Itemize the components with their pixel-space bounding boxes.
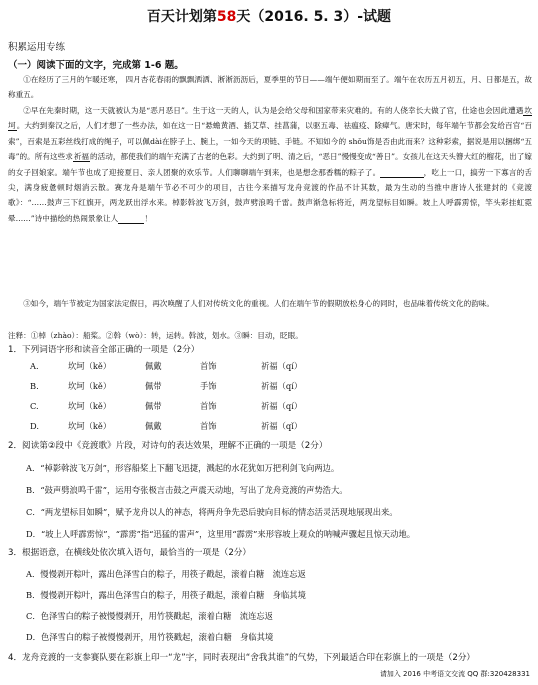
- question-3-option-a: A．慢慢剥开粽叶，露出色泽雪白的粽子，用筷子戳起，滚着白糖 流连忘返: [26, 569, 306, 579]
- option-cell: 佩带: [145, 401, 162, 411]
- pinyin: dài: [150, 136, 162, 146]
- question-3-option-d: D．色泽雪白的粽子被慢慢剥开，用竹筷戳起，滚着白糖 身临其境: [26, 632, 274, 642]
- page-title: [0, 6, 538, 26]
- option-cell: A.: [30, 361, 39, 371]
- question-2-stem: 2．阅读第②段中《竞渡歌》片段，对诗句的表达效果，理解不正确的一项是（2分）: [8, 441, 328, 451]
- option-cell: 佩戴: [145, 421, 162, 431]
- option-cell: 首饰: [200, 401, 217, 411]
- option-cell: D.: [30, 421, 39, 431]
- option-cell: 坎坷（kě）: [68, 421, 112, 431]
- underlined-word: 坎坷: [8, 106, 532, 131]
- question-2-option-b: B．“鼓声劈浪鸣千雷”，运用夸张极言击鼓之声震天动地，写出了龙舟竞渡的声势浩大。: [26, 485, 348, 495]
- footer-qq-group: 请加入 2016 中考语文交流 QQ 群:320428331: [379, 670, 530, 678]
- p2-text: ，吃上一口，搞劳一下寡言的舌尖，满身疲惫顿时烟消云散。赛龙舟是端午节必不可少的项目，古往今来描写龙舟竞渡的作品不计其数，最为生动的当推中唐诗人张建封的《竞渡歌》：“……鼓声三下红旗开，两龙跃出浮水来。棹: [8, 167, 532, 208]
- underlined-word: 祈福: [73, 152, 90, 162]
- p2-text: ！: [144, 213, 152, 223]
- question-2-option-c: C．“两龙望标目如瞬”，赋予龙舟以人的神态，将两舟争先恐后驶向目标的情态活灵活现地展现出来。: [26, 507, 398, 517]
- question-3-stem: 3．根据语意，在横线处依次填入语句，最恰当的一项是（2分）: [8, 548, 251, 558]
- title-prefix: 百天计划第: [146, 9, 217, 25]
- p2-text: 影斡: [180, 198, 196, 208]
- pinyin: shǒu: [348, 136, 367, 146]
- passage-paragraph-3: ③如今，端午节被定为国家法定假日，再次唤醒了人们对传统文化的重视。人们在端午节的假期放松身心的同时，也品味着传统文化的韵味。: [23, 299, 494, 308]
- fill-blank-1: [380, 168, 423, 178]
- subsection-heading: （一）阅读下面的文字，完成第 1-6 题。: [8, 60, 184, 71]
- option-cell: 祈福（qí）: [261, 401, 303, 411]
- option-cell: 坎坷（kě）: [68, 361, 112, 371]
- p2-text: 。坡上人呼霹雳惊，竿头彩挂虹霓晕……”诗中描绘的热闹景象让人: [8, 198, 532, 223]
- question-4-stem: 4．龙舟竞渡的一支参赛队要在彩旗上印一“龙”字，同时表现出“舍我其谁”的气势，下列最适合印在彩旗上的一项是（2分）: [8, 653, 476, 663]
- p2-text: 在脖子上、腕上，一如今天的项链、手链。不知如今的: [161, 136, 349, 146]
- option-cell: 首饰: [200, 361, 217, 371]
- option-cell: 坎坷（kě）: [68, 401, 112, 411]
- option-cell: 首饰: [200, 421, 217, 431]
- title-suffix: 天（2016. 5. 3）-试题: [236, 9, 392, 25]
- option-cell: 佩戴: [145, 361, 162, 371]
- passage-paragraph-2: [8, 103, 532, 226]
- title-day-number: 58: [216, 9, 237, 25]
- p2-text: 的活动，都使我们的端午充满了古老的色彩。大约到了明、清之后，“恶日”慢慢变成“善日”。女孩儿在这天头簪大红的榴花，出了嫁的女子回娘家。端午节也成了迎接夏日、亲人团聚的欢乐节。人们聊聊端午到来，也是想念那香糯的粽子了。: [8, 152, 532, 177]
- p2-text: 波飞万剑，鼓声劈浪鸣千雷。鼓声渐急标将近，两龙望标目如瞬: [195, 198, 415, 208]
- section-heading: 积累运用专练: [8, 42, 66, 53]
- question-3-option-b: B．慢慢剥开粽叶，露出色泽雪白的粽子，用筷子戳起，滚着白糖 身临其境: [26, 590, 306, 600]
- p2-text: ②早在先秦时期，这一天就被认为是“恶月恶日”。生于这一天的人，认为是会给父母和国家带来灾难的。有的人侥幸长大做了官，仕途也会因此遭遇: [23, 106, 524, 115]
- p2-text: 饰是否由此而来？这种彩索，据说是用以捆绑“五毒”的。所有这些求: [8, 136, 532, 162]
- question-2-option-a: A．“棹影斡波飞万剑”，形容船桨上下翻飞迅捷，溅起的水花犹如万把利剑飞向两边。: [26, 463, 340, 473]
- passage-paragraph-1: ①在经历了三月的乍暖还寒， 四月杏花春雨的飘飘洒洒、淅淅沥沥后，夏季里的节日——端午便如期而至了。端午在农历五月初五，月、日都是五，故称重五。: [8, 75, 532, 100]
- question-3-option-c: C．色泽雪白的粽子被慢慢剥开，用竹筷戳起，滚着白糖 流连忘返: [26, 611, 273, 621]
- question-1-stem: 1．下列词语字形和读音全部正确的一项是（2分）: [8, 345, 200, 355]
- option-cell: B.: [30, 381, 39, 391]
- option-cell: C.: [30, 401, 39, 411]
- question-2-option-d: D．“坡上人呼霹雳惊”，“霹雳”指“迅猛的雷声”，这里用“霹雳”来形容坡上观众的呐喊声骤起且惊天动地。: [26, 529, 416, 539]
- option-cell: 手饰: [200, 381, 217, 391]
- p2-text: 。大约到秦汉之后，人们才想了一些办法，如在这一日“悬蟾黄酒、插艾草、挂菖蒲，以驱五毒、祛瘟疫、除瘴气。唐宋时，每年端午节都会发给百官“百索”，百索是五彩丝线打成的绳子，可以: [8, 121, 533, 146]
- option-cell: 祈福（qí）: [261, 381, 303, 391]
- option-cell: 祈福（qí）: [261, 361, 303, 371]
- option-cell: 佩带: [145, 381, 162, 391]
- option-cell: 祈福（qǐ）: [261, 421, 303, 431]
- annotation-notes: 注释：①棹（zhào）：船桨。②斡（wò）：转，运转。斡波，划水。③瞬：目动，眨眼。: [8, 331, 303, 340]
- p2-text: 佩: [142, 136, 151, 146]
- option-cell: 坎坷（kě）: [68, 381, 112, 391]
- fill-blank-2: [118, 214, 144, 224]
